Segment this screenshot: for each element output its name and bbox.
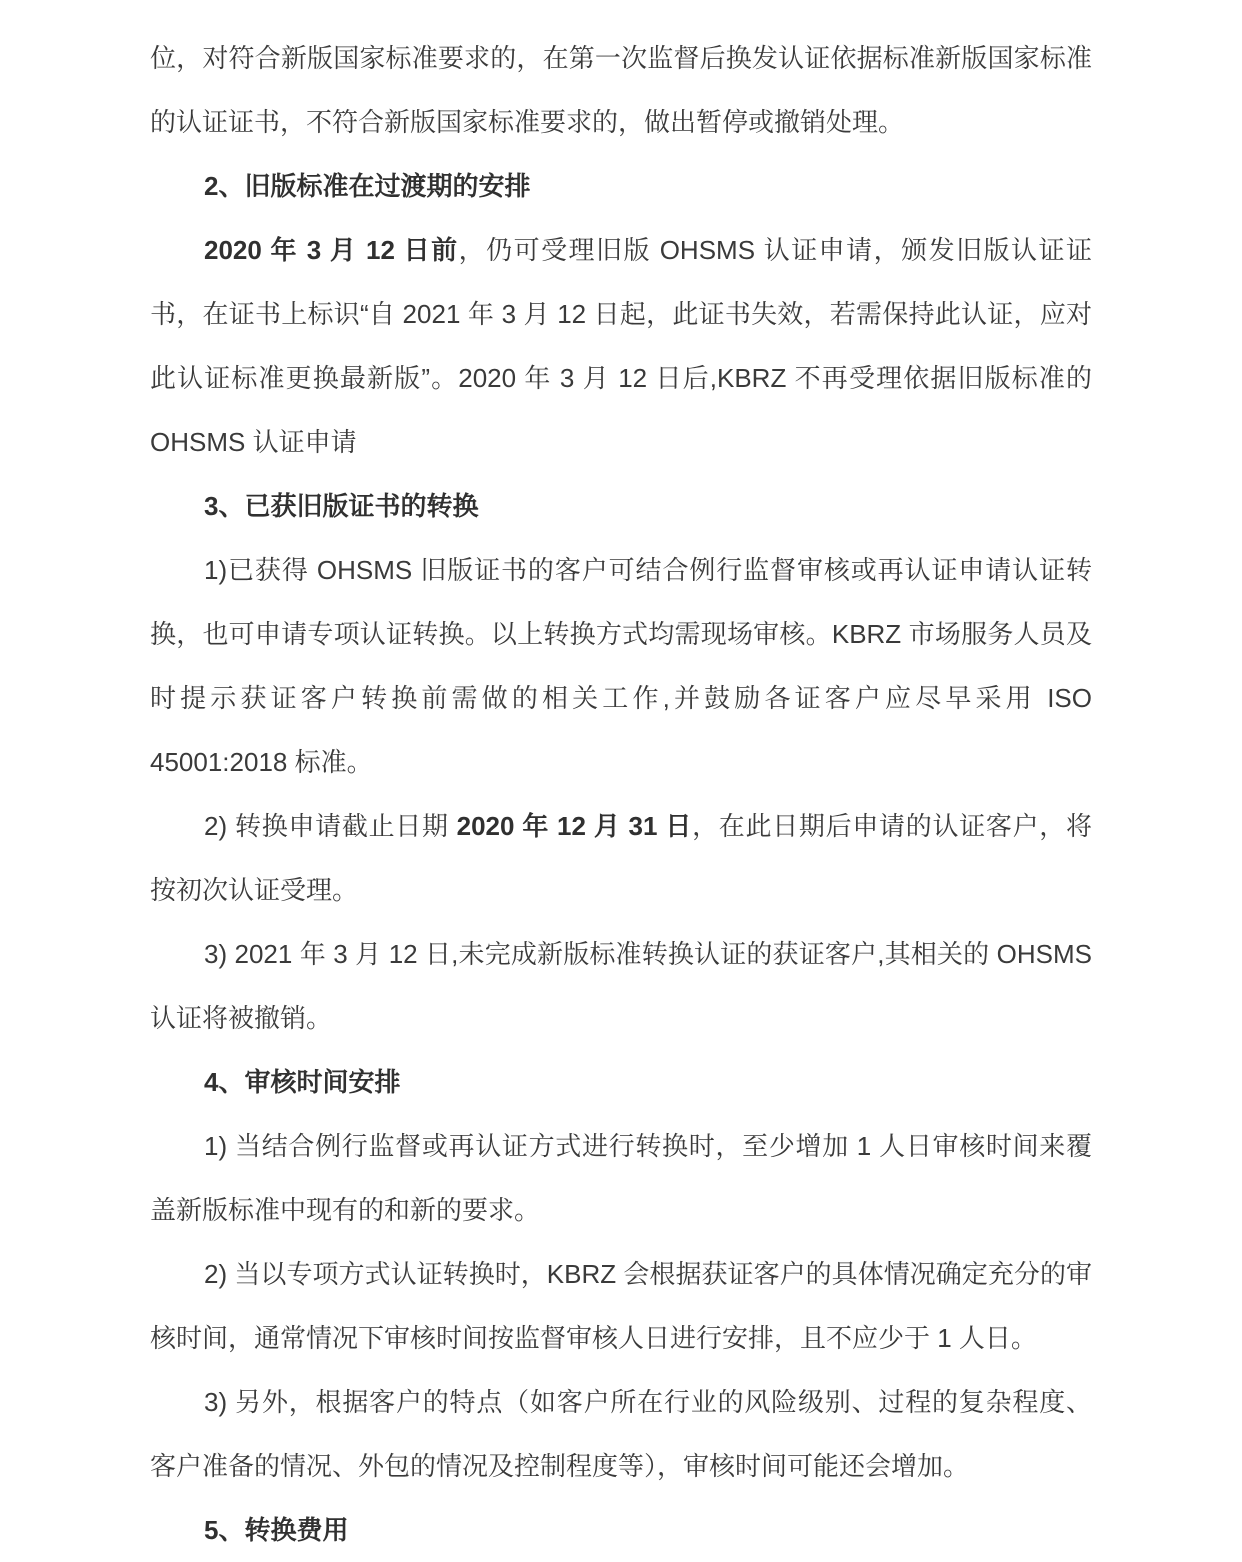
text-run: ，仍可受理旧版 OHSMS 认证申请，颁发旧版认证证书，在证书上标识“自 2021 年 3 月 12 日起，此证书失效，若需保持此认证，应对此认证标准更换最新版”。2020 年 3 月 12 日后,KBRZ 不再受理依据旧版标准的 OHSMS 认证申请 <box>150 235 1092 457</box>
text-run: ，在此日期后申请的认证客户，将按初次认证受理。 <box>150 811 1092 905</box>
text-run: 2) 转换申请截止日期 <box>204 811 457 841</box>
section-heading <box>150 1050 1092 1114</box>
body-paragraph <box>150 922 1092 1050</box>
text-run: 3) 另外，根据客户的特点（如客户所在行业的风险级别、过程的复杂程度、客户准备的情况、外包的情况及控制程度等），审核时间可能还会增加。 <box>150 1387 1092 1481</box>
text-run: 1) 当结合例行监督或再认证方式进行转换时，至少增加 1 人日审核时间来覆盖新版标准中现有的和新的要求。 <box>150 1131 1092 1225</box>
section-heading <box>150 154 1092 218</box>
text-run: 1)已获得 OHSMS 旧版证书的客户可结合例行监督审核或再认证申请认证转换，也可申请专项认证转换。以上转换方式均需现场审核。KBRZ 市场服务人员及时提示获证客户转换前需做的相关工作,并鼓励各证客户应尽早采用 ISO 45001:2018 标准。 <box>150 555 1092 777</box>
bold-text-run: 2020 年 3 月 12 日前 <box>204 235 459 265</box>
bold-text-run: 3、已获旧版证书的转换 <box>204 491 479 521</box>
bold-text-run: 5、转换费用 <box>204 1515 349 1545</box>
body-paragraph <box>150 26 1092 154</box>
body-paragraph <box>150 538 1092 794</box>
section-heading <box>150 474 1092 538</box>
body-paragraph <box>150 1242 1092 1370</box>
section-heading <box>150 1498 1092 1562</box>
text-run: 2) 当以专项方式认证转换时，KBRZ 会根据获证客户的具体情况确定充分的审核时间，通常情况下审核时间按监督审核人日进行安排，且不应少于 1 人日。 <box>150 1259 1092 1353</box>
text-run: 位，对符合新版国家标准要求的，在第一次监督后换发认证依据标准新版国家标准的认证证书，不符合新版国家标准要求的，做出暂停或撤销处理。 <box>150 43 1092 137</box>
bold-text-run: 4、审核时间安排 <box>204 1067 401 1097</box>
bold-text-run: 2020 年 12 月 31 日 <box>456 811 693 841</box>
body-paragraph <box>150 1114 1092 1242</box>
document-body <box>150 26 1092 1562</box>
bold-text-run: 2、旧版标准在过渡期的安排 <box>204 171 531 201</box>
body-paragraph <box>150 1370 1092 1498</box>
text-run: 3) 2021 年 3 月 12 日,未完成新版标准转换认证的获证客户,其相关的 OHSMS 认证将被撤销。 <box>150 939 1092 1033</box>
body-paragraph <box>150 794 1092 922</box>
body-paragraph <box>150 218 1092 474</box>
